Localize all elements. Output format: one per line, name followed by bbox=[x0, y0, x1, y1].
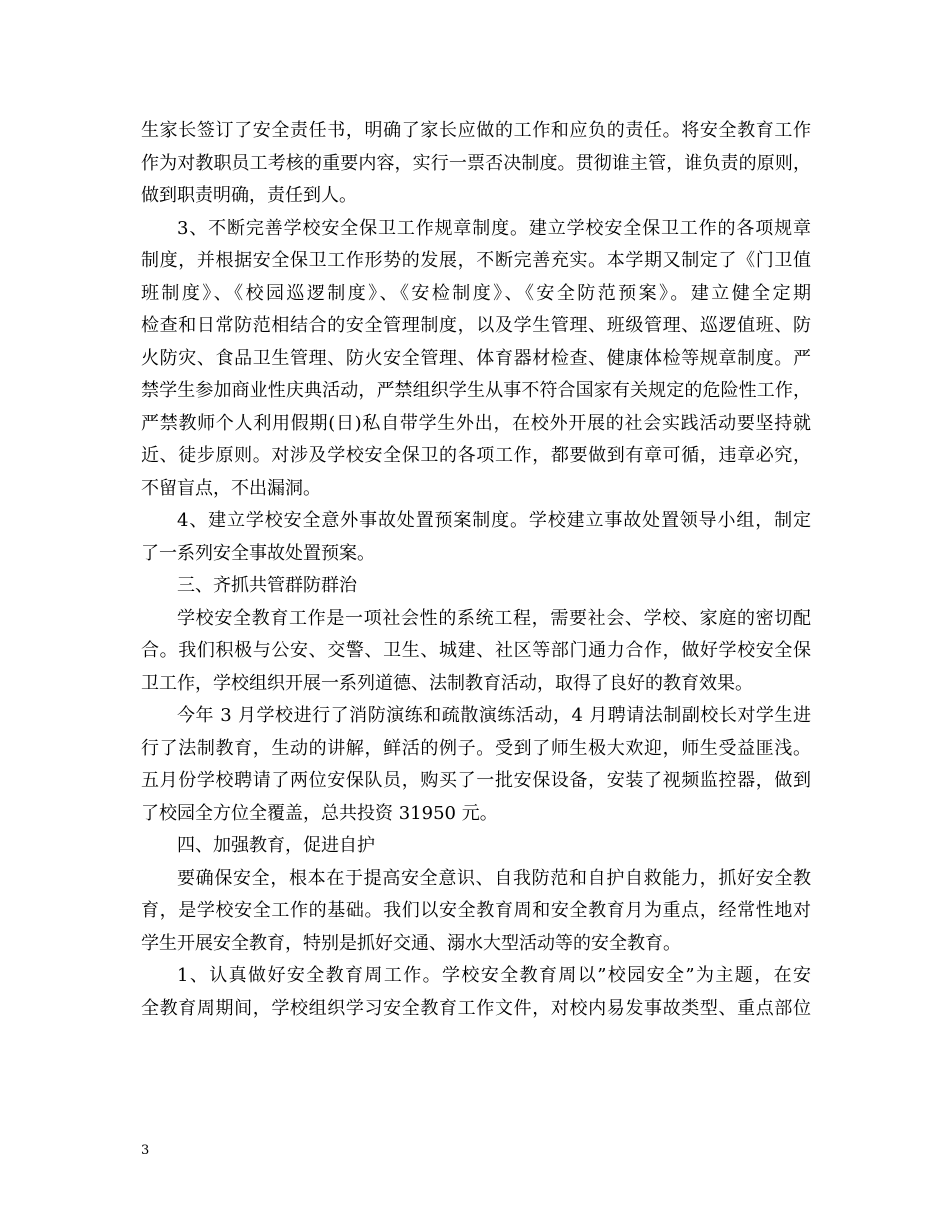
text-line: 了一系列安全事故处置预案。 bbox=[141, 542, 375, 564]
text-line: 检查和日常防范相结合的安全管理制度，以及学生管理、班级管理、巡逻值班、防 bbox=[141, 315, 811, 336]
text-line: 了校园全方位全覆盖，总共投资 31950 元。 bbox=[141, 802, 498, 824]
text-line: 五月份学校聘请了两位安保队员，购买了一批安保设备，安装了视频监控器，做到 bbox=[141, 770, 811, 791]
text-line: 行了法制教育，生动的讲解，鲜活的例子。受到了师生极大欢迎，师生受益匪浅。 bbox=[141, 737, 811, 759]
text-line: 学校安全教育工作是一项社会性的系统工程，需要社会、学校、家庭的密切配 bbox=[177, 607, 811, 629]
page-number: 3 bbox=[141, 1143, 150, 1158]
text-line: 不留盲点，不出漏洞。 bbox=[141, 477, 321, 499]
text-line: 作为对教职员工考核的重要内容，实行一票否决制度。贯彻谁主管，谁负责的原则， bbox=[141, 152, 811, 174]
text-line: 要确保安全，根本在于提高安全意识、自我防范和自护自救能力，抓好安全教 bbox=[177, 867, 811, 889]
text-line: 严禁教师个人利用假期(日)私自带学生外出，在校外开展的社会实践活动要坚持就 bbox=[141, 412, 811, 434]
text-line: 4、建立学校安全意外事故处置预案制度。学校建立事故处置领导小组，制定 bbox=[177, 510, 811, 531]
text-line: 今年 3 月学校进行了消防演练和疏散演练活动，4 月聘请法制副校长对学生进 bbox=[177, 705, 811, 726]
text-line: 制度，并根据安全保卫工作形势的发展，不断完善充实。本学期又制定了《门卫值 bbox=[141, 250, 811, 271]
text-line: 学生开展安全教育，特别是抓好交通、溺水大型活动等的安全教育。 bbox=[141, 932, 681, 954]
text-line: 育，是学校安全工作的基础。我们以安全教育周和安全教育月为重点，经常性地对 bbox=[141, 900, 811, 921]
text-line: 四、加强教育，促进自护 bbox=[177, 835, 375, 856]
text-line: 做到职责明确，责任到人。 bbox=[141, 185, 357, 206]
document-body bbox=[141, 115, 811, 1025]
text-line: 3、不断完善学校安全保卫工作规章制度。建立学校安全保卫工作的各项规章 bbox=[177, 217, 811, 239]
text-line: 班制度》、《校园巡逻制度》、《安检制度》、《安全防范预案》。建立健全定期 bbox=[141, 282, 811, 304]
text-line: 全教育周期间，学校组织学习安全教育工作文件，对校内易发事故类型、重点部位 bbox=[141, 997, 811, 1019]
text-line: 火防灾、食品卫生管理、防火安全管理、体育器材检查、健康体检等规章制度。严 bbox=[141, 347, 811, 369]
text-line: 三、齐抓共管群防群治 bbox=[177, 575, 357, 596]
text-line: 合。我们积极与公安、交警、卫生、城建、社区等部门通力合作，做好学校安全保 bbox=[141, 640, 811, 661]
text-line: 近、徒步原则。对涉及学校安全保卫的各项工作，都要做到有章可循，违章必究， bbox=[141, 445, 811, 466]
text-line: 禁学生参加商业性庆典活动，严禁组织学生从事不符合国家有关规定的危险性工作， bbox=[141, 380, 811, 401]
text-line: 卫工作，学校组织开展一系列道德、法制教育活动，取得了良好的教育效果。 bbox=[141, 672, 753, 694]
text-line: 生家长签订了安全责任书，明确了家长应做的工作和应负的责任。将安全教育工作 bbox=[141, 120, 811, 141]
text-line: 1、认真做好安全教育周工作。学校安全教育周以”校园安全”为主题，在安 bbox=[177, 965, 811, 986]
